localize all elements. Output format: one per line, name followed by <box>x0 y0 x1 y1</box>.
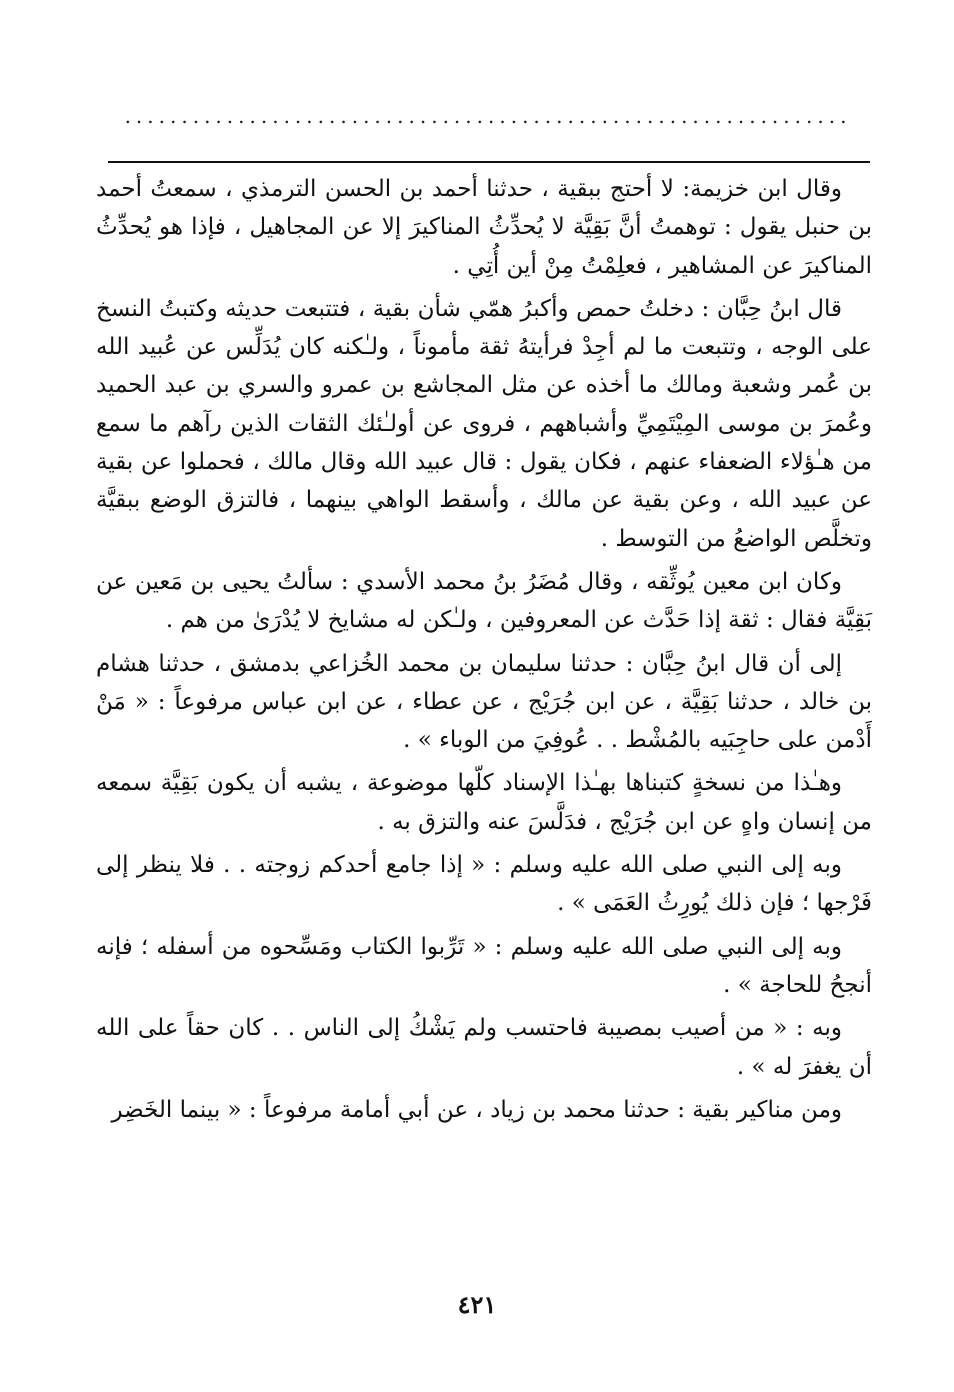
paragraph-hadith-1: وبه إلى النبي صلى الله عليه وسلم : « إذا جامع أحدكم زوجته . . فلا ينظر إلى فَرْجها ؛ فإن ذلك يُورِثُ العَمَى » . <box>96 852 872 917</box>
page-body <box>96 170 872 1134</box>
page-number: ٤٢١ <box>457 1290 497 1319</box>
paragraph-nuskha: وهـٰذا من نسخةٍ كتبناها بهـٰذا الإسناد كلّها موضوعة ، يشبه أن يكون بَقِيَّة سمعه من إنسان واهٍ عن ابن جُرَيْج ، فدَلَّسَ عنه والتزق به . <box>96 770 872 835</box>
paragraph-ibn-hibban-isnad: إلى أن قال ابنُ حِبَّان : حدثنا سليمان بن محمد الخُزاعي بدمشق ، حدثنا هشام بن خالد ، حدثنا بَقِيَّة ، عن ابن جُرَيْج ، عن عطاء ، عن ابن عباس مرفوعاً : « مَنْ أَدْمن على حاجِبَيه بالمُشْط . . عُوفِيَ من الوباء » . <box>96 650 872 754</box>
paragraph-ibn-khuzayma: وقال ابن خزيمة: لا أحتج ببقية ، حدثنا أحمد بن الحسن الترمذي ، سمعتُ أحمد بن حنبل يقول : توهمتُ أنَّ بَقِيَّة لا يُحدِّثُ المناكيرَ إلا عن المجاهيل ، فإذا هو يُحدِّثُ المناكيرَ عن المشاهير ، فعلِمْتُ مِنْ أين أُتِي . <box>96 176 872 279</box>
paragraph-manakir: ومن مناكير بقية : حدثنا محمد بن زياد ، عن أبي أمامة مرفوعاً : « بينما الخَضِر <box>111 1096 842 1123</box>
paragraph-hadith-3: وبه : « من أصيب بمصيبة فاحتسب ولم يَشْكُ إلى الناس . . كان حقاً على الله أن يغفرَ له » . <box>96 1015 872 1080</box>
header-rule <box>108 161 870 163</box>
paragraph-hadith-2: وبه إلى النبي صلى الله عليه وسلم : « تَرِّبوا الكتاب ومَسِّحوه من أسفله ؛ فإنه أنجحُ للحاجة » . <box>96 933 872 998</box>
paragraph-ibn-main: وكان ابن معين يُوثِّقه ، وقال مُضَرُ بنُ محمد الأسدي : سألتُ يحيى بن مَعين عن بَقِيَّة فقال : ثقة إذا حَدَّث عن المعروفين ، ولـٰكن له مشايخ لا يُدْرَىٰ من هم . <box>96 568 872 634</box>
paragraph-ibn-hibban: قال ابنُ حِبَّان : دخلتُ حمص وأكبرُ همّي شأن بقية ، فتتبعت حديثه وكتبتُ النسخ على الوجه ، وتتبعت ما لم أجِدْ فرأيتهُ ثقة مأموناً ، ولـٰكنه كان يُدَلِّس عن عُبيد الله بن عُمر وشعبة ومالك ما أخذه عن مثل المجاشع بن عمرو والسري بن عبد الحميد وعُمرَ بن موسى المِيْتَمِيِّ وأشباههم ، فروى عن أولـٰئك الثقات الذين رآهم ما سمع من هـٰؤلاء الضعفاء عنهم ، فكان يقول : قال عبيد الله وقال مالك ، فحملوا عن بقية عن عبيد الله ، وعن بقية عن مالك ، وأسقط الواهي بينهما ، فالتزق الوضع ببقيَّة وتخلَّص الواضعُ من التوسط . <box>96 295 872 552</box>
header-dotted-line: ................................................................ <box>124 104 852 128</box>
